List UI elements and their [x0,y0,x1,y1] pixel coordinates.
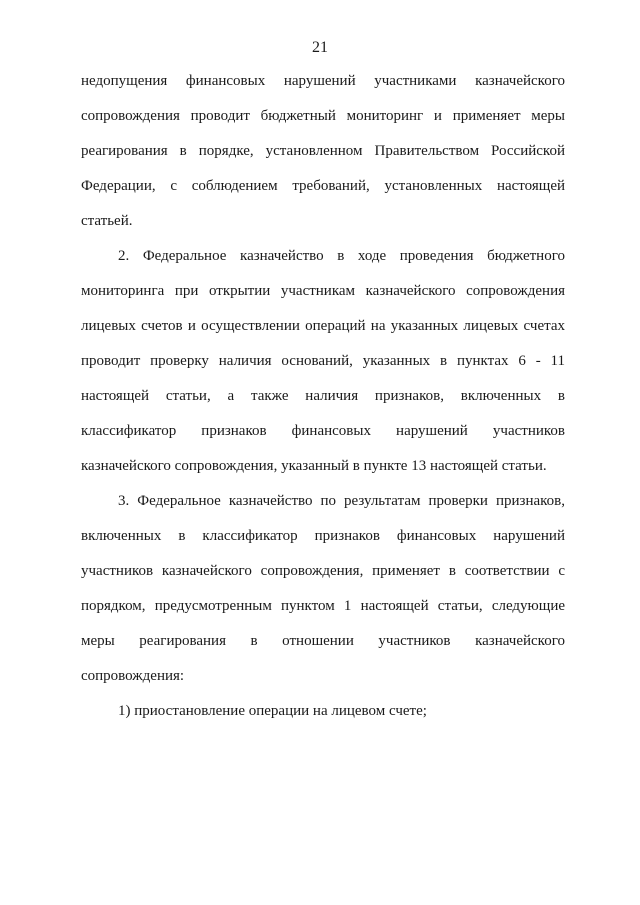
paragraph-item-3: 3. Федеральное казначейство по результатам проверки признаков, включенных в классификатор признаков финансовых нарушений участников казначейского сопровождения, применяет в соответствии с порядком, предусмотренным пунктом 1 настоящей статьи, следующие меры реагирования в отношении участников казначейского сопровождения: [81,493,565,684]
paragraph-continuation: недопущения финансовых нарушений участниками казначейского сопровождения проводит бюджетный мониторинг и применяет меры реагирования в порядке, установленном Правительством Российской Федерации, с соблюдением требований, установленных настоящей статьей. [81,73,565,229]
paragraph-item-2: 2. Федеральное казначейство в ходе проведения бюджетного мониторинга при открытии участникам казначейского сопровождения лицевых счетов и осуществлении операций на указанных лицевых счетах проводит проверку наличия оснований, указанных в пунктах 6 - 11 настоящей статьи, а также наличия признаков, включенных в классификатор признаков финансовых нарушений участников казначейского сопровождения, указанный в пункте 13 настоящей статьи. [81,248,565,474]
document-body [81,64,565,729]
page-number: 21 [312,39,328,56]
paragraph-subitem-1: 1) приостановление операции на лицевом счете; [118,703,427,719]
